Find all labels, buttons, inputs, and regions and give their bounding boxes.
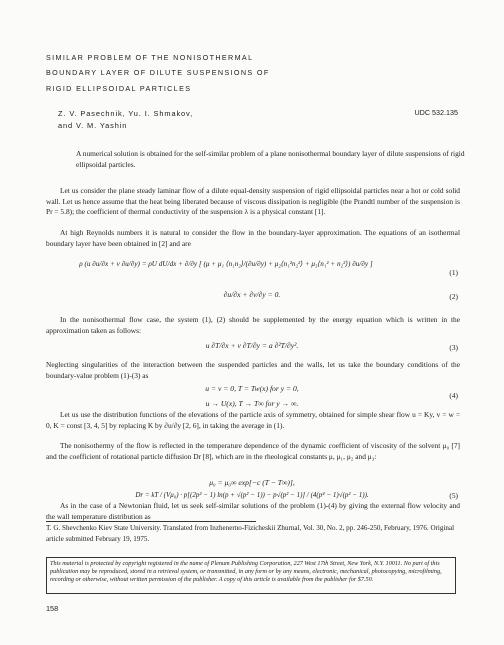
page-number: 158 xyxy=(46,604,59,613)
equation-1-number: (1) xyxy=(449,268,458,277)
title-line: SIMILAR PROBLEM OF THE NONISOTHERMAL xyxy=(46,53,254,62)
equation-4b: u → U(x), T → T∞ for y → ∞. xyxy=(205,399,299,408)
copyright-notice: This material is protected by copyright registered in the name of Plenum Publishing Corporation, 227 West 17th Street, New York, N.Y. 10011. No part of this publication may be reproduced, stored in a retrieval system, or transmitted, in any form or by any means, electronic, mechanical, photocopying, microfilming, recording or otherwise, without written permission of the publisher. A copy of this article is available from the publisher for $7.50. xyxy=(46,557,456,594)
equation-4a: u = v = 0, T = Tw(x) for y = 0, xyxy=(205,384,299,393)
footnote-divider xyxy=(46,521,256,522)
footnote: T. G. Shevchenko Kiev State University. Translated from Inzhenerno-Fizicheskii Zhurnal, Vol. 30, No. 2, pp. 246-250, February, 1976. Original article submitted February 19, 1975. xyxy=(46,524,455,543)
equation-1: ρ (u ∂u/∂x + v ∂u/∂y) = ρU dU/dx + ∂/∂y [ (μ + μ₁ ⟨n₁n₂⟩/(∂u/∂y) + μ₂⟨n₁²n₂²⟩ + μ₃⟨n₁² + n₂²⟩) ∂u/∂y ] xyxy=(79,260,373,268)
udc-code: UDC 532.135 xyxy=(414,108,458,117)
equation-3-number: (3) xyxy=(449,343,458,352)
equation-2-number: (2) xyxy=(449,292,458,301)
paragraph: The nonisothermy of the flow is reflected in the temperature dependence of the dynamic coefficient of viscosity of the solvent μ₀ [7] and the coefficient of rotational particle diffusion Dr [8], which are in the rheological constants μ, μ₁, μ₂ and μ₃: xyxy=(46,441,460,461)
article-title xyxy=(46,50,386,96)
author-list xyxy=(58,108,308,131)
author-line: and V. M. Yashin xyxy=(58,120,128,130)
title-line: RIGID ELLIPSOIDAL PARTICLES xyxy=(46,83,192,93)
equation-5b: Dr = kT / (Vμ₀) · p[(2p² − 1) ln(p + √(p² − 1)) − p√(p² − 1)] / (4(p⁴ − 1)√(p² − 1)). xyxy=(135,491,369,499)
paragraph: Neglecting singularities of the interaction between the suspended particles and the walls, let us take the boundary conditions of the boundary-value problem (1)-(3) as xyxy=(46,360,460,380)
paragraph: As in the case of a Newtonian fluid, let us seek self-similar solutions of the problem (1)-(4) by giving the external flow velocity and the wall temperature distribution as xyxy=(46,501,460,521)
equation-5a: μ₀ = μ₀∞ exp[−c (T − T∞)], xyxy=(209,478,295,487)
paragraph: Let us use the distribution functions of the elevations of the particle axis of symmetry, obtained for simple shear flow u = Ky, v = w = 0, K = const [3, 4, 5] by replacing K by ∂u/∂y [2, 6], in taking the average in (1). xyxy=(46,410,460,430)
paragraph: In the nonisothermal flow case, the system (1), (2) should be supplemented by the energy equation which is written in the approximation taken as follows: xyxy=(46,315,460,335)
author-line: Z. V. Pasechnik, Yu. I. Shmakov, xyxy=(58,109,194,118)
equation-4-number: (4) xyxy=(449,391,458,400)
abstract: A numerical solution is obtained for the self-similar problem of a plane nonisothermal boundary layer of dilute suspensions of rigid ellipsoidal particles. xyxy=(76,149,465,169)
equation-5-number: (5) xyxy=(449,491,458,500)
paragraph: Let us consider the plane steady laminar flow of a dilute equal-density suspension of rigid ellipsoidal particles near a hot or cold solid wall. Let us hence assume that the heat being liberated because of viscous dissipation is negligible (the Prandtl number of the suspension is Pr = 5.8); the coefficient of thermal conductivity of the suspension λ is a physical constant [1]. xyxy=(46,186,460,217)
paragraph: At high Reynolds numbers it is natural to consider the flow in the boundary-layer approximation. The equations of an isothermal boundary layer have been obtained in [2] and are xyxy=(46,228,460,248)
equation-2: ∂u/∂x + ∂v/∂y = 0. xyxy=(223,290,281,299)
title-line: BOUNDARY LAYER OF DILUTE SUSPENSIONS OF xyxy=(46,68,270,78)
equation-3: u ∂T/∂x + v ∂T/∂y = a ∂²T/∂y². xyxy=(205,341,299,350)
